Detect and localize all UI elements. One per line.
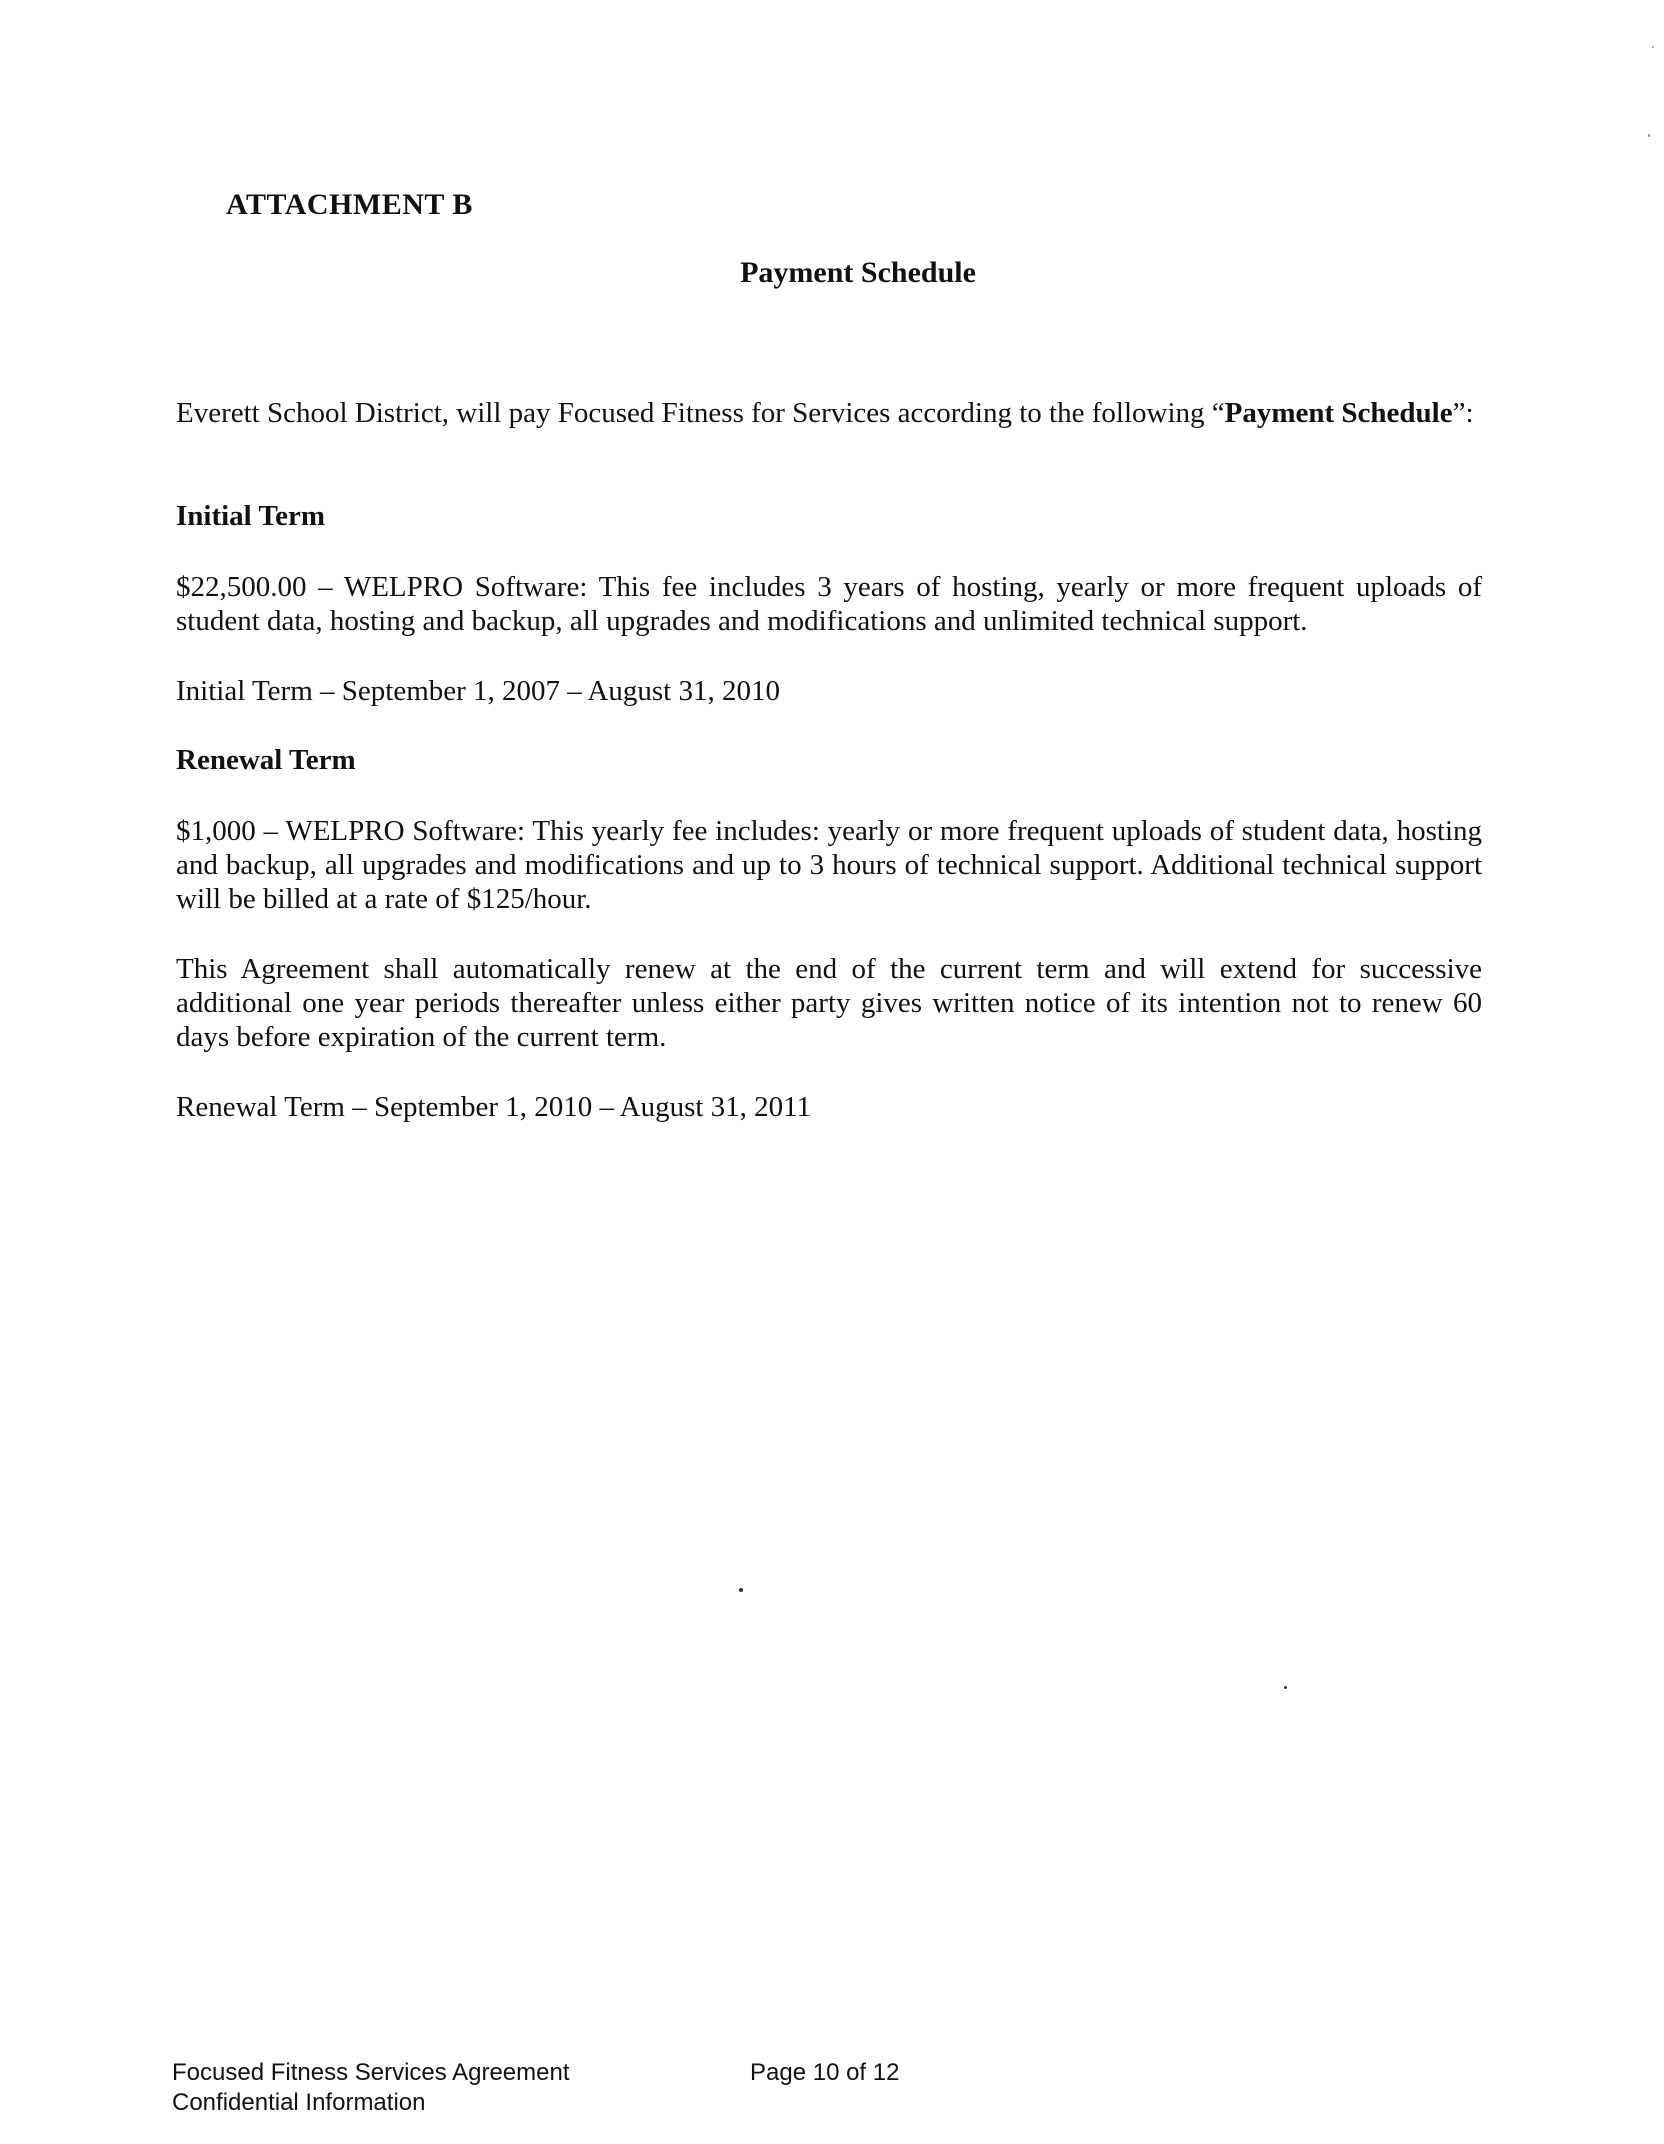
scan-speck <box>739 1588 743 1592</box>
footer-left <box>172 2058 570 2118</box>
scan-speck <box>1284 1686 1287 1689</box>
renewal-term-heading: Renewal Term <box>176 744 356 776</box>
scan-speck <box>1648 134 1650 137</box>
footer-confidential: Confidential Information <box>172 2089 426 2116</box>
intro-bold-term: Payment Schedule <box>1224 397 1453 429</box>
renewal-term-dates: Renewal Term – September 1, 2010 – August 31, 2011 <box>176 1091 812 1123</box>
intro-paragraph <box>176 396 1482 430</box>
document-title: Payment Schedule <box>740 256 976 289</box>
scan-speck <box>1652 46 1654 48</box>
footer-page-number: Page 10 of 12 <box>750 2059 900 2086</box>
document-title-row <box>0 256 1664 290</box>
footer-agreement-name: Focused Fitness Services Agreement <box>172 2059 570 2086</box>
attachment-label: ATTACHMENT B <box>226 188 473 221</box>
auto-renew-paragraph: This Agreement shall automatically renew at the end of the current term and will extend for successive additional one year periods thereafter unless either party gives written notice of its intention not to renew 60 days before expiration of the current term. <box>176 953 1482 1053</box>
initial-term-dates: Initial Term – September 1, 2007 – August 31, 2010 <box>176 675 780 707</box>
intro-text: Everett School District, will pay Focused Fitness for Services according to the following “ <box>176 397 1225 429</box>
initial-term-heading: Initial Term <box>176 500 326 532</box>
initial-term-fee-paragraph: $22,500.00 – WELPRO Software: This fee includes 3 years of hosting, yearly or more frequent uploads of student data, hosting and backup, all upgrades and modifications and unlimited technical support. <box>176 571 1482 637</box>
renewal-term-fee-paragraph: $1,000 – WELPRO Software: This yearly fee includes: yearly or more frequent uploads of student data, hosting and backup, all upgrades and modifications and up to 3 hours of technical support. Additional technical support will be billed at a rate of $125/hour. <box>176 815 1482 915</box>
intro-suffix: ”: <box>1452 397 1474 429</box>
